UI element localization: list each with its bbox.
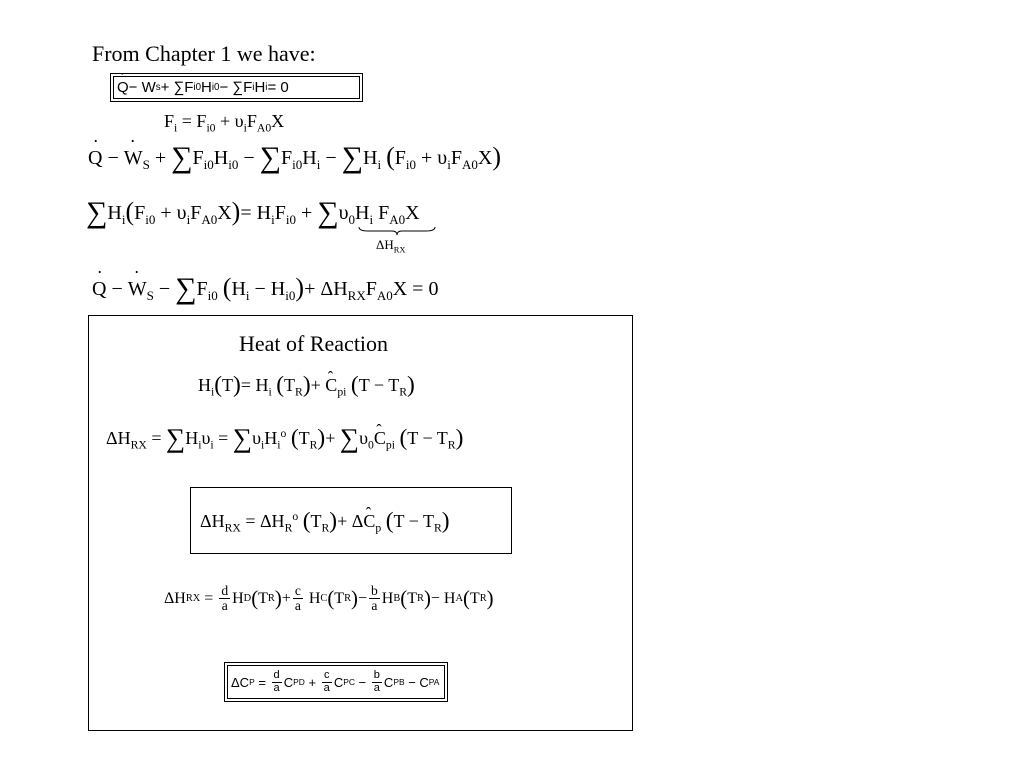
sum-equation: $\sum H_i(F_{i0} + \upsilon_iF_{A0}X)= H_iF_{i0} + \sum\upsilon_0H_i$ $F_{A0}X$ xyxy=(86,196,420,229)
flow-equation: $F_i = F_{i0} + \upsilon_iF_{A0}X$ xyxy=(164,111,285,135)
delta-h-equation: $\Delta H_{RX} = \sum H_i\upsilon_i = \sum\upsilon_iH_i^o$ $(T_R)+$ $\sum\upsilon_0ˆ$ $C_{pi}$ $(T - T_R)$ xyxy=(106,429,463,447)
boxed-equation-text: ˙ Q − W s + ∑F i0 H i0 − ∑F i H i = 0 xyxy=(113,76,360,99)
expanded-energy-balance: ˙ Q − ˙ $W_S + \sum F_{i0}H_{i0} - \sum F_{i0}H_i - \sum H_i$ $(F_{i0} + \upsilon_iF_{A0}X)$ xyxy=(88,148,501,168)
chapter1-boxed-equation xyxy=(110,73,363,102)
q-dot-symbol: ˙ Q xyxy=(117,79,129,96)
section-heading: From Chapter 1 we have: xyxy=(92,41,316,66)
final-energy-balance: ˙ Q − ˙ $W_S - \sum F_{i0}$ $(H_i - H_{i0})+ \Delta H_{RX}F_{A0}X = 0$ xyxy=(92,279,438,299)
underbrace-icon xyxy=(358,226,436,236)
enthalpy-equation: $H_i(T)= H_i$ $(T_R)+$ ˆ $C_{pi}$ $(T - T_R)$ xyxy=(198,376,415,394)
delta-cp-text: ΔC P = $\frac{d}{a}$ C PD + $\frac{c}{a}$ C PC − $\frac{b}{a}$ C PB − C PA xyxy=(227,665,445,699)
stoich-delta-h-equation: ΔH RX = $\frac{d}{a}$ H D ( T R ) + $\frac{c}{a}$ H C ( T R ) − $\frac{b}{a}$ H B ( T R ) − H A ( T R ) xyxy=(164,583,494,614)
brace-label: $\Delta H_{RX}$ xyxy=(376,237,406,255)
boxed-delta-h-text: $\Delta H_{RX} = \Delta H_R^o$ $(T_R)+$ Δˆ $C_p$ $(T - T_R)$ xyxy=(200,512,450,530)
boxed-delta-cp-equation xyxy=(224,662,448,702)
panel-title: Heat of Reaction xyxy=(239,331,389,356)
